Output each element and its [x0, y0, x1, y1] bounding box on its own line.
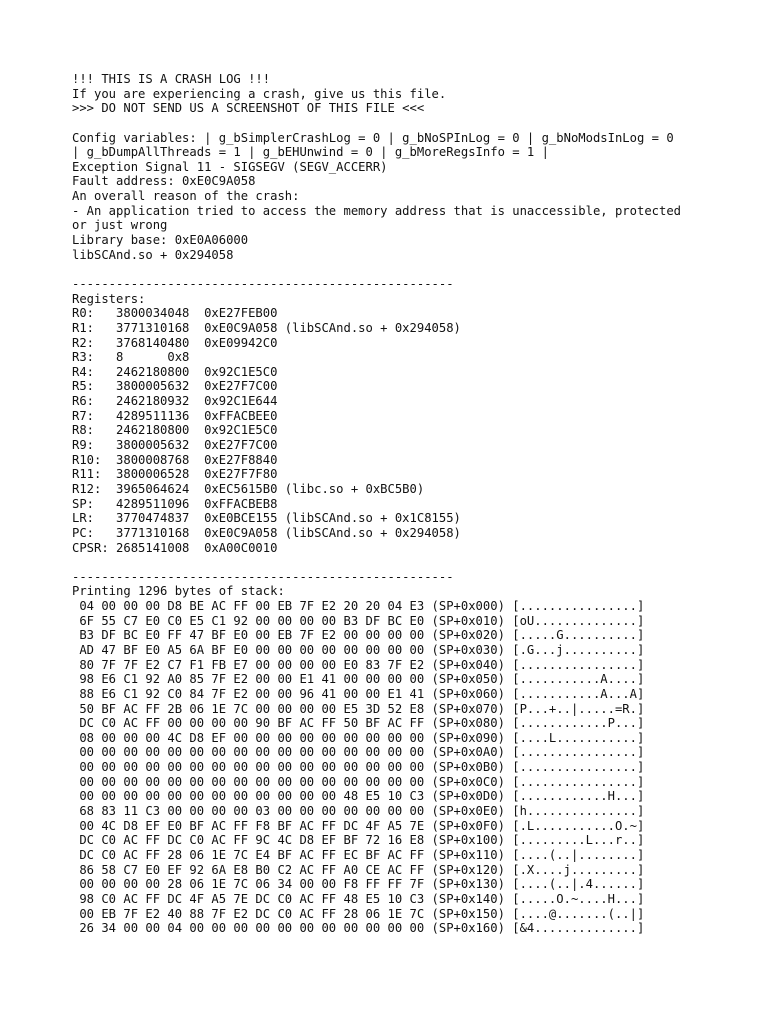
- crash-log-document: [72, 72, 681, 936]
- register-line: CPSR: 2685141008 0xA00C0010: [72, 540, 278, 555]
- register-line: R9: 3800005632 0xE27F7C00: [72, 438, 278, 453]
- register-line: R8: 2462180800 0x92C1E5C0: [72, 423, 278, 438]
- registers-list: [72, 306, 681, 555]
- register-line: LR: 3770474837 0xE0BCE155 (libSCAnd.so + 0x1C8155): [72, 511, 461, 526]
- stack-row: 6F 55 C7 E0 C0 E5 C1 92 00 00 00 00 B3 DF BC E0 (SP+0x010) [oU..............]: [72, 613, 645, 628]
- stack-row: DC C0 AC FF 00 00 00 00 90 BF AC FF 50 BF AC FF (SP+0x080) [............P...]: [72, 716, 645, 731]
- stack-row: 26 34 00 00 04 00 00 00 00 00 00 00 00 00 00 00 (SP+0x160) [&4..............]: [72, 921, 645, 936]
- info-line: Config variables: | g_bSimplerCrashLog = 0 | g_bNoSPInLog = 0 | g_bNoModsInLog = 0: [72, 130, 674, 145]
- register-line: R11: 3800006528 0xE27F7F80: [72, 467, 278, 482]
- stack-row: 00 00 00 00 28 06 1E 7C 06 34 00 00 F8 FF FF 7F (SP+0x130) [....(..|.4......]: [72, 877, 645, 892]
- stack-row: 80 7F 7F E2 C7 F1 FB E7 00 00 00 00 E0 83 7F E2 (SP+0x040) [................]: [72, 657, 645, 672]
- header-line: If you are experiencing a crash, give us this file.: [72, 86, 447, 101]
- info-line: Library base: 0xE0A06000: [72, 233, 249, 248]
- register-line: R7: 4289511136 0xFFACBEE0: [72, 408, 278, 423]
- register-line: R2: 3768140480 0xE09942C0: [72, 335, 278, 350]
- register-line: R0: 3800034048 0xE27FEB00: [72, 306, 278, 321]
- header-line: >>> DO NOT SEND US A SCREENSHOT OF THIS FILE <<<: [72, 101, 425, 116]
- stack-row: AD 47 BF E0 A5 6A BF E0 00 00 00 00 00 00 00 00 (SP+0x030) [.G...j..........]: [72, 642, 645, 657]
- register-line: R6: 2462180932 0x92C1E644: [72, 394, 278, 409]
- stack-row: 00 00 00 00 00 00 00 00 00 00 00 00 00 00 00 00 (SP+0x0C0) [................]: [72, 774, 645, 789]
- header-line: !!! THIS IS A CRASH LOG !!!: [72, 72, 271, 86]
- register-line: SP: 4289511096 0xFFACBEB8: [72, 496, 278, 511]
- register-line: R1: 3771310168 0xE0C9A058 (libSCAnd.so + 0x294058): [72, 320, 461, 335]
- info-line: libSCAnd.so + 0x294058: [72, 247, 234, 262]
- stack-row: 00 00 00 00 00 00 00 00 00 00 00 00 48 E5 10 C3 (SP+0x0D0) [............H...]: [72, 789, 645, 804]
- separator: ----------------------------------------------------: [72, 276, 454, 291]
- stack-row: 00 00 00 00 00 00 00 00 00 00 00 00 00 00 00 00 (SP+0x0B0) [................]: [72, 760, 645, 775]
- registers-title: Registers:: [72, 291, 146, 306]
- stack-row: B3 DF BC E0 FF 47 BF E0 00 EB 7F E2 00 00 00 00 (SP+0x020) [.....G..........]: [72, 628, 645, 643]
- register-line: R4: 2462180800 0x92C1E5C0: [72, 364, 278, 379]
- stack-row: 68 83 11 C3 00 00 00 00 03 00 00 00 00 00 00 00 (SP+0x0E0) [h...............]: [72, 804, 645, 819]
- stack-row: DC C0 AC FF 28 06 1E 7C E4 BF AC FF EC BF AC FF (SP+0x110) [....(..|........]: [72, 847, 645, 862]
- info-line: | g_bDumpAllThreads = 1 | g_bEHUnwind = 0 | g_bMoreRegsInfo = 1 |: [72, 145, 549, 160]
- register-line: R5: 3800005632 0xE27F7C00: [72, 379, 278, 394]
- stack-row: 88 E6 C1 92 C0 84 7F E2 00 00 96 41 00 00 E1 41 (SP+0x060) [...........A...A]: [72, 686, 645, 701]
- stack-row: 98 C0 AC FF DC 4F A5 7E DC C0 AC FF 48 E5 10 C3 (SP+0x140) [.....O.~....H...]: [72, 891, 645, 906]
- info-line: An overall reason of the crash:: [72, 189, 300, 204]
- separator: ----------------------------------------------------: [72, 569, 454, 584]
- info-line: Exception Signal 11 - SIGSEGV (SEGV_ACCERR): [72, 159, 388, 174]
- blank-line: [72, 116, 681, 131]
- register-line: R10: 3800008768 0xE27F8840: [72, 452, 278, 467]
- blank-line: [72, 555, 681, 570]
- register-line: R3: 8 0x8: [72, 350, 190, 365]
- stack-row: 50 BF AC FF 2B 06 1E 7C 00 00 00 00 E5 3D 52 E8 (SP+0x070) [P...+..|.....=R.]: [72, 701, 645, 716]
- stack-row: 00 00 00 00 00 00 00 00 00 00 00 00 00 00 00 00 (SP+0x0A0) [................]: [72, 745, 645, 760]
- stack-row: 04 00 00 00 D8 BE AC FF 00 EB 7F E2 20 20 04 E3 (SP+0x000) [................]: [72, 599, 645, 614]
- stack-row: 98 E6 C1 92 A0 85 7F E2 00 00 E1 41 00 00 00 00 (SP+0x050) [...........A....]: [72, 672, 645, 687]
- info-line: or just wrong: [72, 218, 168, 233]
- register-line: PC: 3771310168 0xE0C9A058 (libSCAnd.so + 0x294058): [72, 525, 461, 540]
- stack-row: DC C0 AC FF DC C0 AC FF 9C 4C D8 EF BF 72 16 E8 (SP+0x100) [.........L...r..]: [72, 833, 645, 848]
- stack-row: 00 4C D8 EF E0 BF AC FF F8 BF AC FF DC 4F A5 7E (SP+0x0F0) [.L...........O.~]: [72, 818, 645, 833]
- stack-title: Printing 1296 bytes of stack:: [72, 584, 285, 599]
- info-line: - An application tried to access the memory address that is unaccessible, protected: [72, 203, 682, 218]
- stack-row: 00 EB 7F E2 40 88 7F E2 DC C0 AC FF 28 06 1E 7C (SP+0x150) [....@.......(..|]: [72, 906, 645, 921]
- stack-dump: [72, 599, 681, 936]
- blank-line: [72, 262, 681, 277]
- register-line: R12: 3965064624 0xEC5615B0 (libc.so + 0xBC5B0): [72, 481, 425, 496]
- stack-row: 08 00 00 00 4C D8 EF 00 00 00 00 00 00 00 00 00 (SP+0x090) [....L...........]: [72, 730, 645, 745]
- info-line: Fault address: 0xE0C9A058: [72, 174, 256, 189]
- stack-row: 86 58 C7 E0 EF 92 6A E8 B0 C2 AC FF A0 CE AC FF (SP+0x120) [.X....j.........]: [72, 862, 645, 877]
